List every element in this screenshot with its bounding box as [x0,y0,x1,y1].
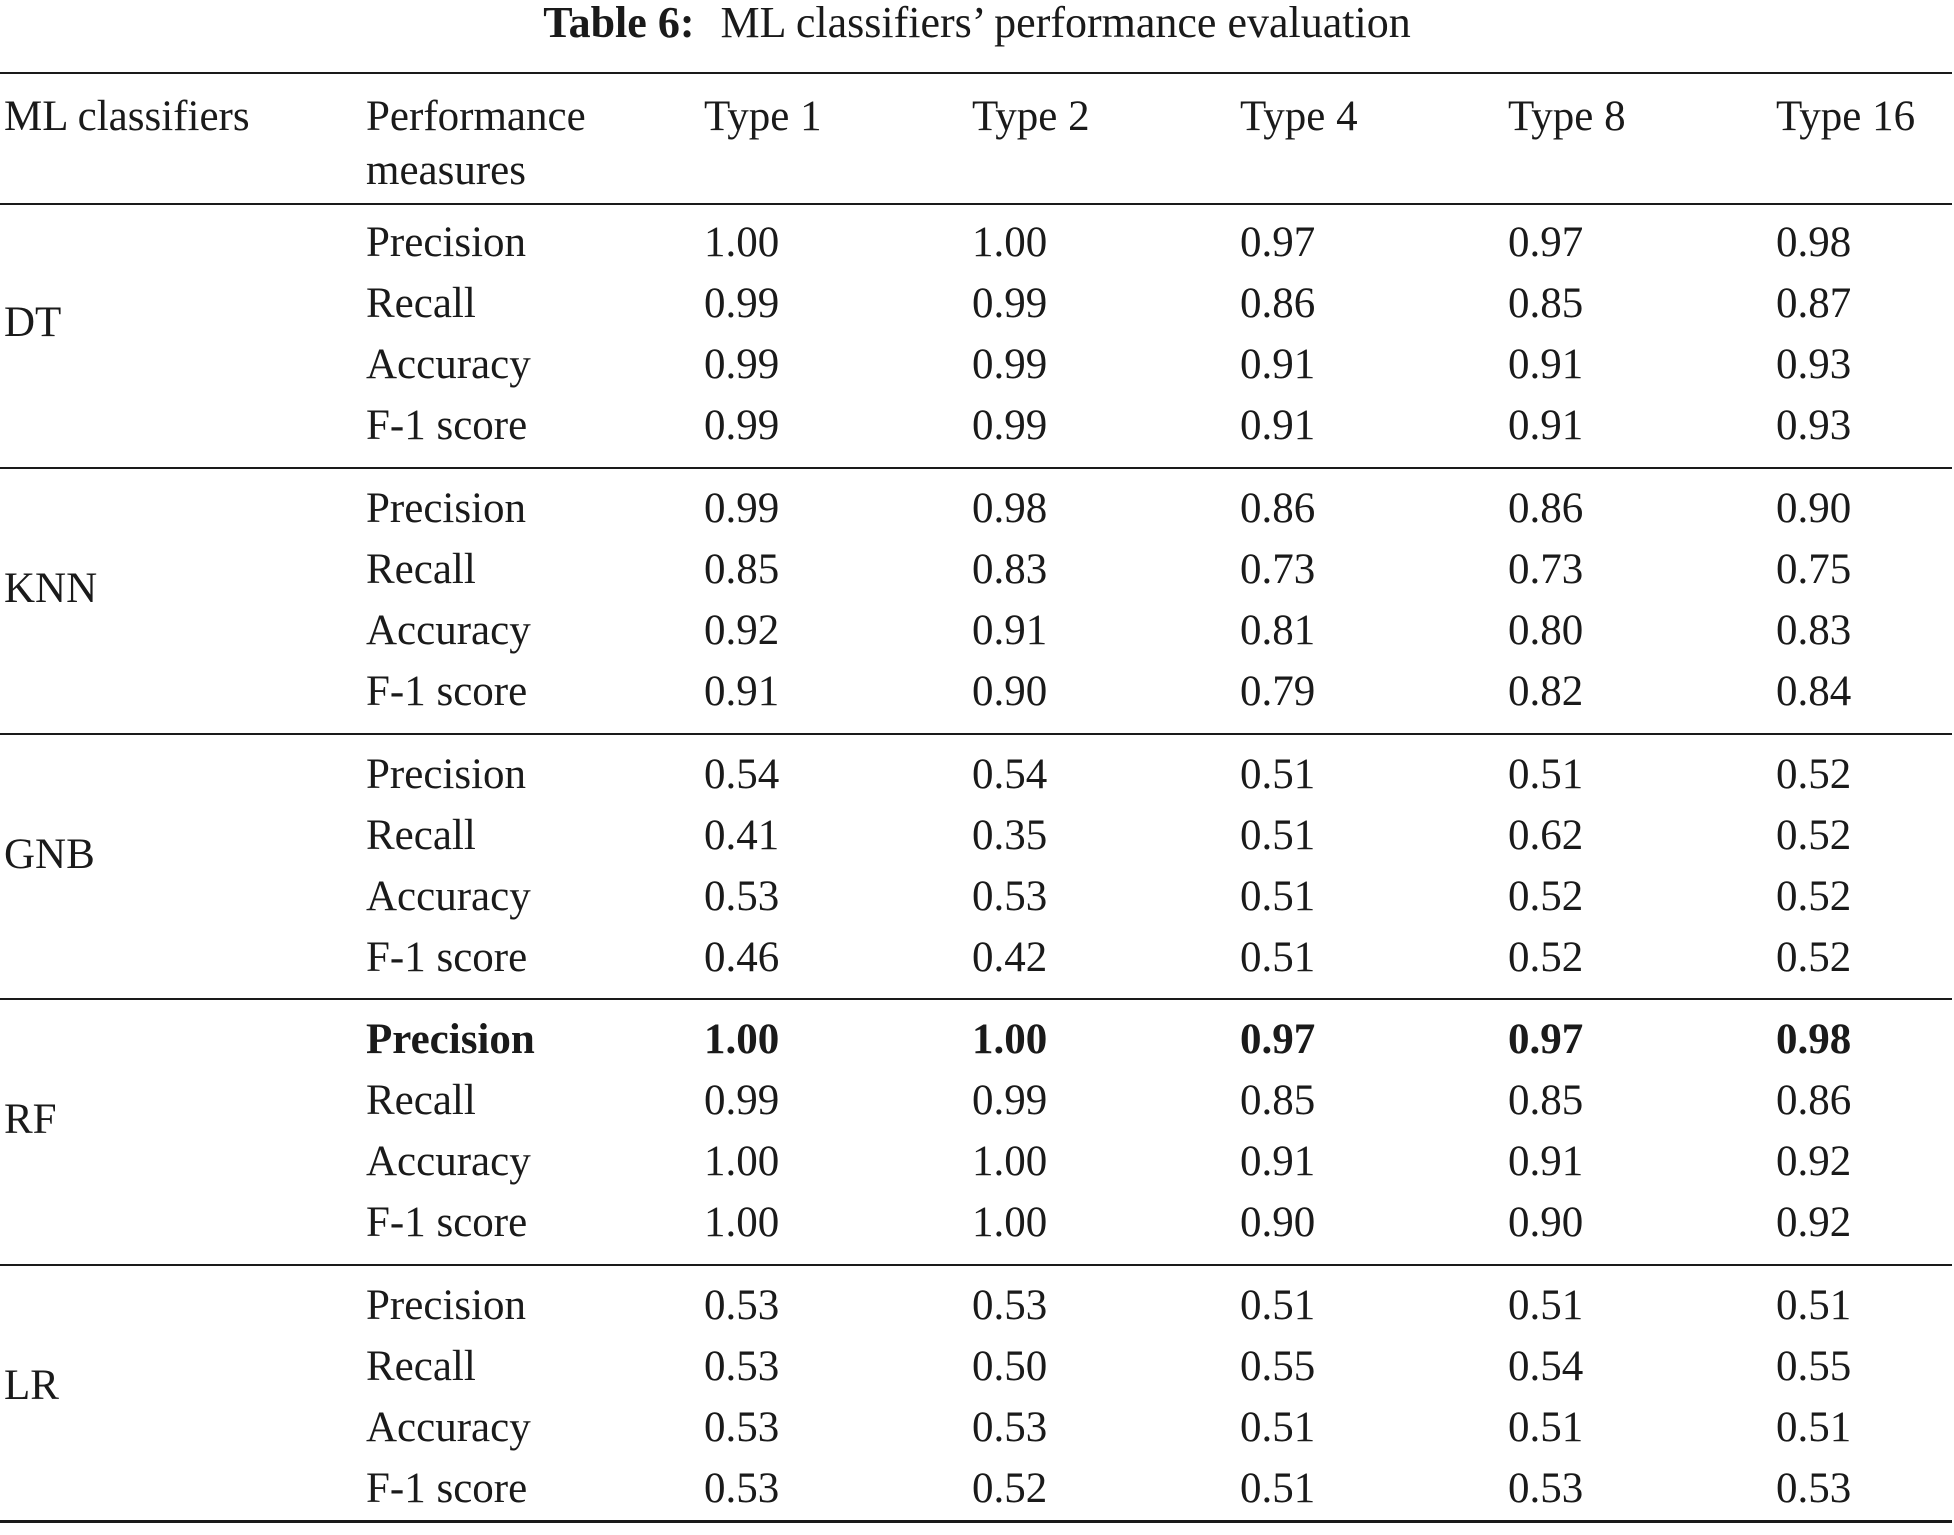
table-caption-text: ML classifiers’ performance evaluation [720,0,1411,47]
classifier-name: RF [4,1096,57,1143]
table-caption [0,0,1954,52]
top-rule [0,72,1952,74]
value-type-2: 0.53 [972,873,1048,920]
table-row [0,1460,1954,1521]
header-type-1: Type 1 [704,93,822,140]
value-type-2: 0.98 [972,485,1048,532]
value-type-2: 0.99 [972,280,1048,327]
header-type-4: Type 4 [1240,93,1358,140]
value-type-1: 0.99 [704,402,780,449]
table-row [0,275,1954,336]
value-type-8: 0.91 [1508,1138,1584,1185]
value-type-1: 1.00 [704,219,780,266]
value-type-2: 0.91 [972,607,1048,654]
classifier-name: LR [4,1362,59,1409]
value-type-4: 0.55 [1240,1343,1316,1390]
value-type-1: 0.99 [704,1077,780,1124]
table-row [0,480,1954,541]
value-type-2: 0.54 [972,751,1048,798]
value-type-8: 0.85 [1508,1077,1584,1124]
measure-label: Precision [366,1016,535,1063]
value-type-8: 0.52 [1508,873,1584,920]
value-type-4: 0.51 [1240,1404,1316,1451]
value-type-2: 0.52 [972,1465,1048,1512]
value-type-16: 0.84 [1776,668,1852,715]
value-type-2: 0.42 [972,934,1048,981]
value-type-8: 0.85 [1508,280,1584,327]
measure-label: Precision [366,1282,527,1329]
table-row [0,602,1954,663]
table-row [0,214,1954,275]
value-type-1: 0.85 [704,546,780,593]
value-type-4: 0.51 [1240,873,1316,920]
table-row [0,336,1954,397]
value-type-2: 0.35 [972,812,1048,859]
value-type-4: 0.97 [1240,219,1316,266]
classifier-group-gnb [0,738,1954,1004]
measure-label: Recall [366,1077,476,1124]
value-type-1: 1.00 [704,1016,780,1063]
value-type-4: 0.86 [1240,485,1316,532]
measure-label: Accuracy [366,607,531,654]
header-measures-line2: measures [366,147,526,194]
value-type-8: 0.91 [1508,341,1584,388]
value-type-16: 0.51 [1776,1404,1852,1451]
value-type-8: 0.54 [1508,1343,1584,1390]
value-type-2: 0.99 [972,402,1048,449]
value-type-4: 0.97 [1240,1016,1316,1063]
table-row [0,1133,1954,1194]
value-type-1: 0.41 [704,812,780,859]
table-row [0,1277,1954,1338]
value-type-16: 0.51 [1776,1282,1852,1329]
value-type-8: 0.82 [1508,668,1584,715]
measure-label: Precision [366,485,527,532]
table-header [0,80,1954,205]
value-type-2: 0.53 [972,1282,1048,1329]
value-type-1: 0.53 [704,1404,780,1451]
table-caption-label: Table 6: [543,0,695,47]
measure-label: Accuracy [366,341,531,388]
value-type-16: 0.86 [1776,1077,1852,1124]
bottom-rule [0,1520,1952,1523]
value-type-8: 0.51 [1508,751,1584,798]
value-type-8: 0.86 [1508,485,1584,532]
value-type-2: 0.83 [972,546,1048,593]
value-type-8: 0.90 [1508,1199,1584,1246]
table-row [0,807,1954,868]
measure-label: Recall [366,546,476,593]
value-type-16: 0.93 [1776,341,1852,388]
value-type-4: 0.79 [1240,668,1316,715]
value-type-4: 0.85 [1240,1077,1316,1124]
value-type-2: 1.00 [972,219,1048,266]
table-row [0,1011,1954,1072]
table-row [0,541,1954,602]
value-type-1: 0.99 [704,280,780,327]
value-type-1: 0.46 [704,934,780,981]
header-measures-line1: Performance [366,93,586,140]
header-type-2: Type 2 [972,93,1090,140]
value-type-16: 0.98 [1776,219,1852,266]
value-type-8: 0.97 [1508,219,1584,266]
value-type-8: 0.91 [1508,402,1584,449]
header-measures [366,90,586,198]
classifier-name: DT [4,299,62,346]
value-type-4: 0.73 [1240,546,1316,593]
measure-label: Recall [366,280,476,327]
value-type-16: 0.90 [1776,485,1852,532]
value-type-4: 0.51 [1240,812,1316,859]
value-type-16: 0.93 [1776,402,1852,449]
table-row [0,868,1954,929]
measure-label: Precision [366,751,527,798]
value-type-1: 0.53 [704,1343,780,1390]
value-type-2: 1.00 [972,1199,1048,1246]
value-type-1: 0.53 [704,873,780,920]
table-row [0,1194,1954,1255]
value-type-1: 1.00 [704,1138,780,1185]
value-type-4: 0.91 [1240,341,1316,388]
measure-label: Recall [366,812,476,859]
value-type-1: 0.53 [704,1282,780,1329]
group-separator-rule [0,998,1952,1000]
value-type-4: 0.51 [1240,1282,1316,1329]
header-type-8: Type 8 [1508,93,1626,140]
header-rule [0,203,1952,205]
value-type-8: 0.52 [1508,934,1584,981]
value-type-16: 0.55 [1776,1343,1852,1390]
table-row [0,663,1954,724]
header-type-16: Type 16 [1776,93,1916,140]
value-type-8: 0.97 [1508,1016,1584,1063]
value-type-1: 0.91 [704,668,780,715]
measure-label: F-1 score [366,668,528,715]
value-type-1: 1.00 [704,1199,780,1246]
value-type-1: 0.54 [704,751,780,798]
value-type-1: 0.92 [704,607,780,654]
value-type-2: 0.90 [972,668,1048,715]
measure-label: Accuracy [366,1138,531,1185]
classifier-group-dt [0,206,1954,472]
value-type-8: 0.51 [1508,1404,1584,1451]
value-type-1: 0.53 [704,1465,780,1512]
value-type-8: 0.73 [1508,546,1584,593]
classifier-group-rf [0,1003,1954,1269]
value-type-8: 0.62 [1508,812,1584,859]
value-type-4: 0.51 [1240,934,1316,981]
value-type-16: 0.83 [1776,607,1852,654]
value-type-16: 0.52 [1776,873,1852,920]
measure-label: Recall [366,1343,476,1390]
value-type-4: 0.81 [1240,607,1316,654]
value-type-8: 0.53 [1508,1465,1584,1512]
measure-label: Precision [366,219,527,266]
table-row [0,1338,1954,1399]
value-type-4: 0.91 [1240,402,1316,449]
classifier-group-lr [0,1269,1954,1535]
value-type-2: 1.00 [972,1016,1048,1063]
group-separator-rule [0,467,1952,469]
value-type-16: 0.53 [1776,1465,1852,1512]
value-type-16: 0.92 [1776,1199,1852,1246]
group-separator-rule [0,1264,1952,1266]
value-type-2: 0.53 [972,1404,1048,1451]
value-type-16: 0.52 [1776,934,1852,981]
classifier-name: KNN [4,565,98,612]
table-row [0,746,1954,807]
value-type-1: 0.99 [704,485,780,532]
value-type-4: 0.91 [1240,1138,1316,1185]
group-separator-rule [0,733,1952,735]
classifier-name: GNB [4,831,95,878]
measure-label: F-1 score [366,402,528,449]
value-type-16: 0.92 [1776,1138,1852,1185]
value-type-4: 0.86 [1240,280,1316,327]
value-type-1: 0.99 [704,341,780,388]
value-type-16: 0.52 [1776,751,1852,798]
value-type-16: 0.75 [1776,546,1852,593]
value-type-16: 0.98 [1776,1016,1852,1063]
value-type-16: 0.52 [1776,812,1852,859]
value-type-2: 1.00 [972,1138,1048,1185]
measure-label: F-1 score [366,1199,528,1246]
table-row [0,1072,1954,1133]
value-type-8: 0.80 [1508,607,1584,654]
header-classifier: ML classifiers [4,93,250,140]
value-type-4: 0.51 [1240,1465,1316,1512]
measure-label: F-1 score [366,934,528,981]
table-row [0,929,1954,990]
measure-label: Accuracy [366,873,531,920]
value-type-4: 0.90 [1240,1199,1316,1246]
value-type-2: 0.99 [972,341,1048,388]
classifier-group-knn [0,472,1954,738]
table-row [0,397,1954,458]
value-type-16: 0.87 [1776,280,1852,327]
table-row [0,1399,1954,1460]
value-type-2: 0.99 [972,1077,1048,1124]
measure-label: F-1 score [366,1465,528,1512]
measure-label: Accuracy [366,1404,531,1451]
value-type-8: 0.51 [1508,1282,1584,1329]
value-type-4: 0.51 [1240,751,1316,798]
value-type-2: 0.50 [972,1343,1048,1390]
